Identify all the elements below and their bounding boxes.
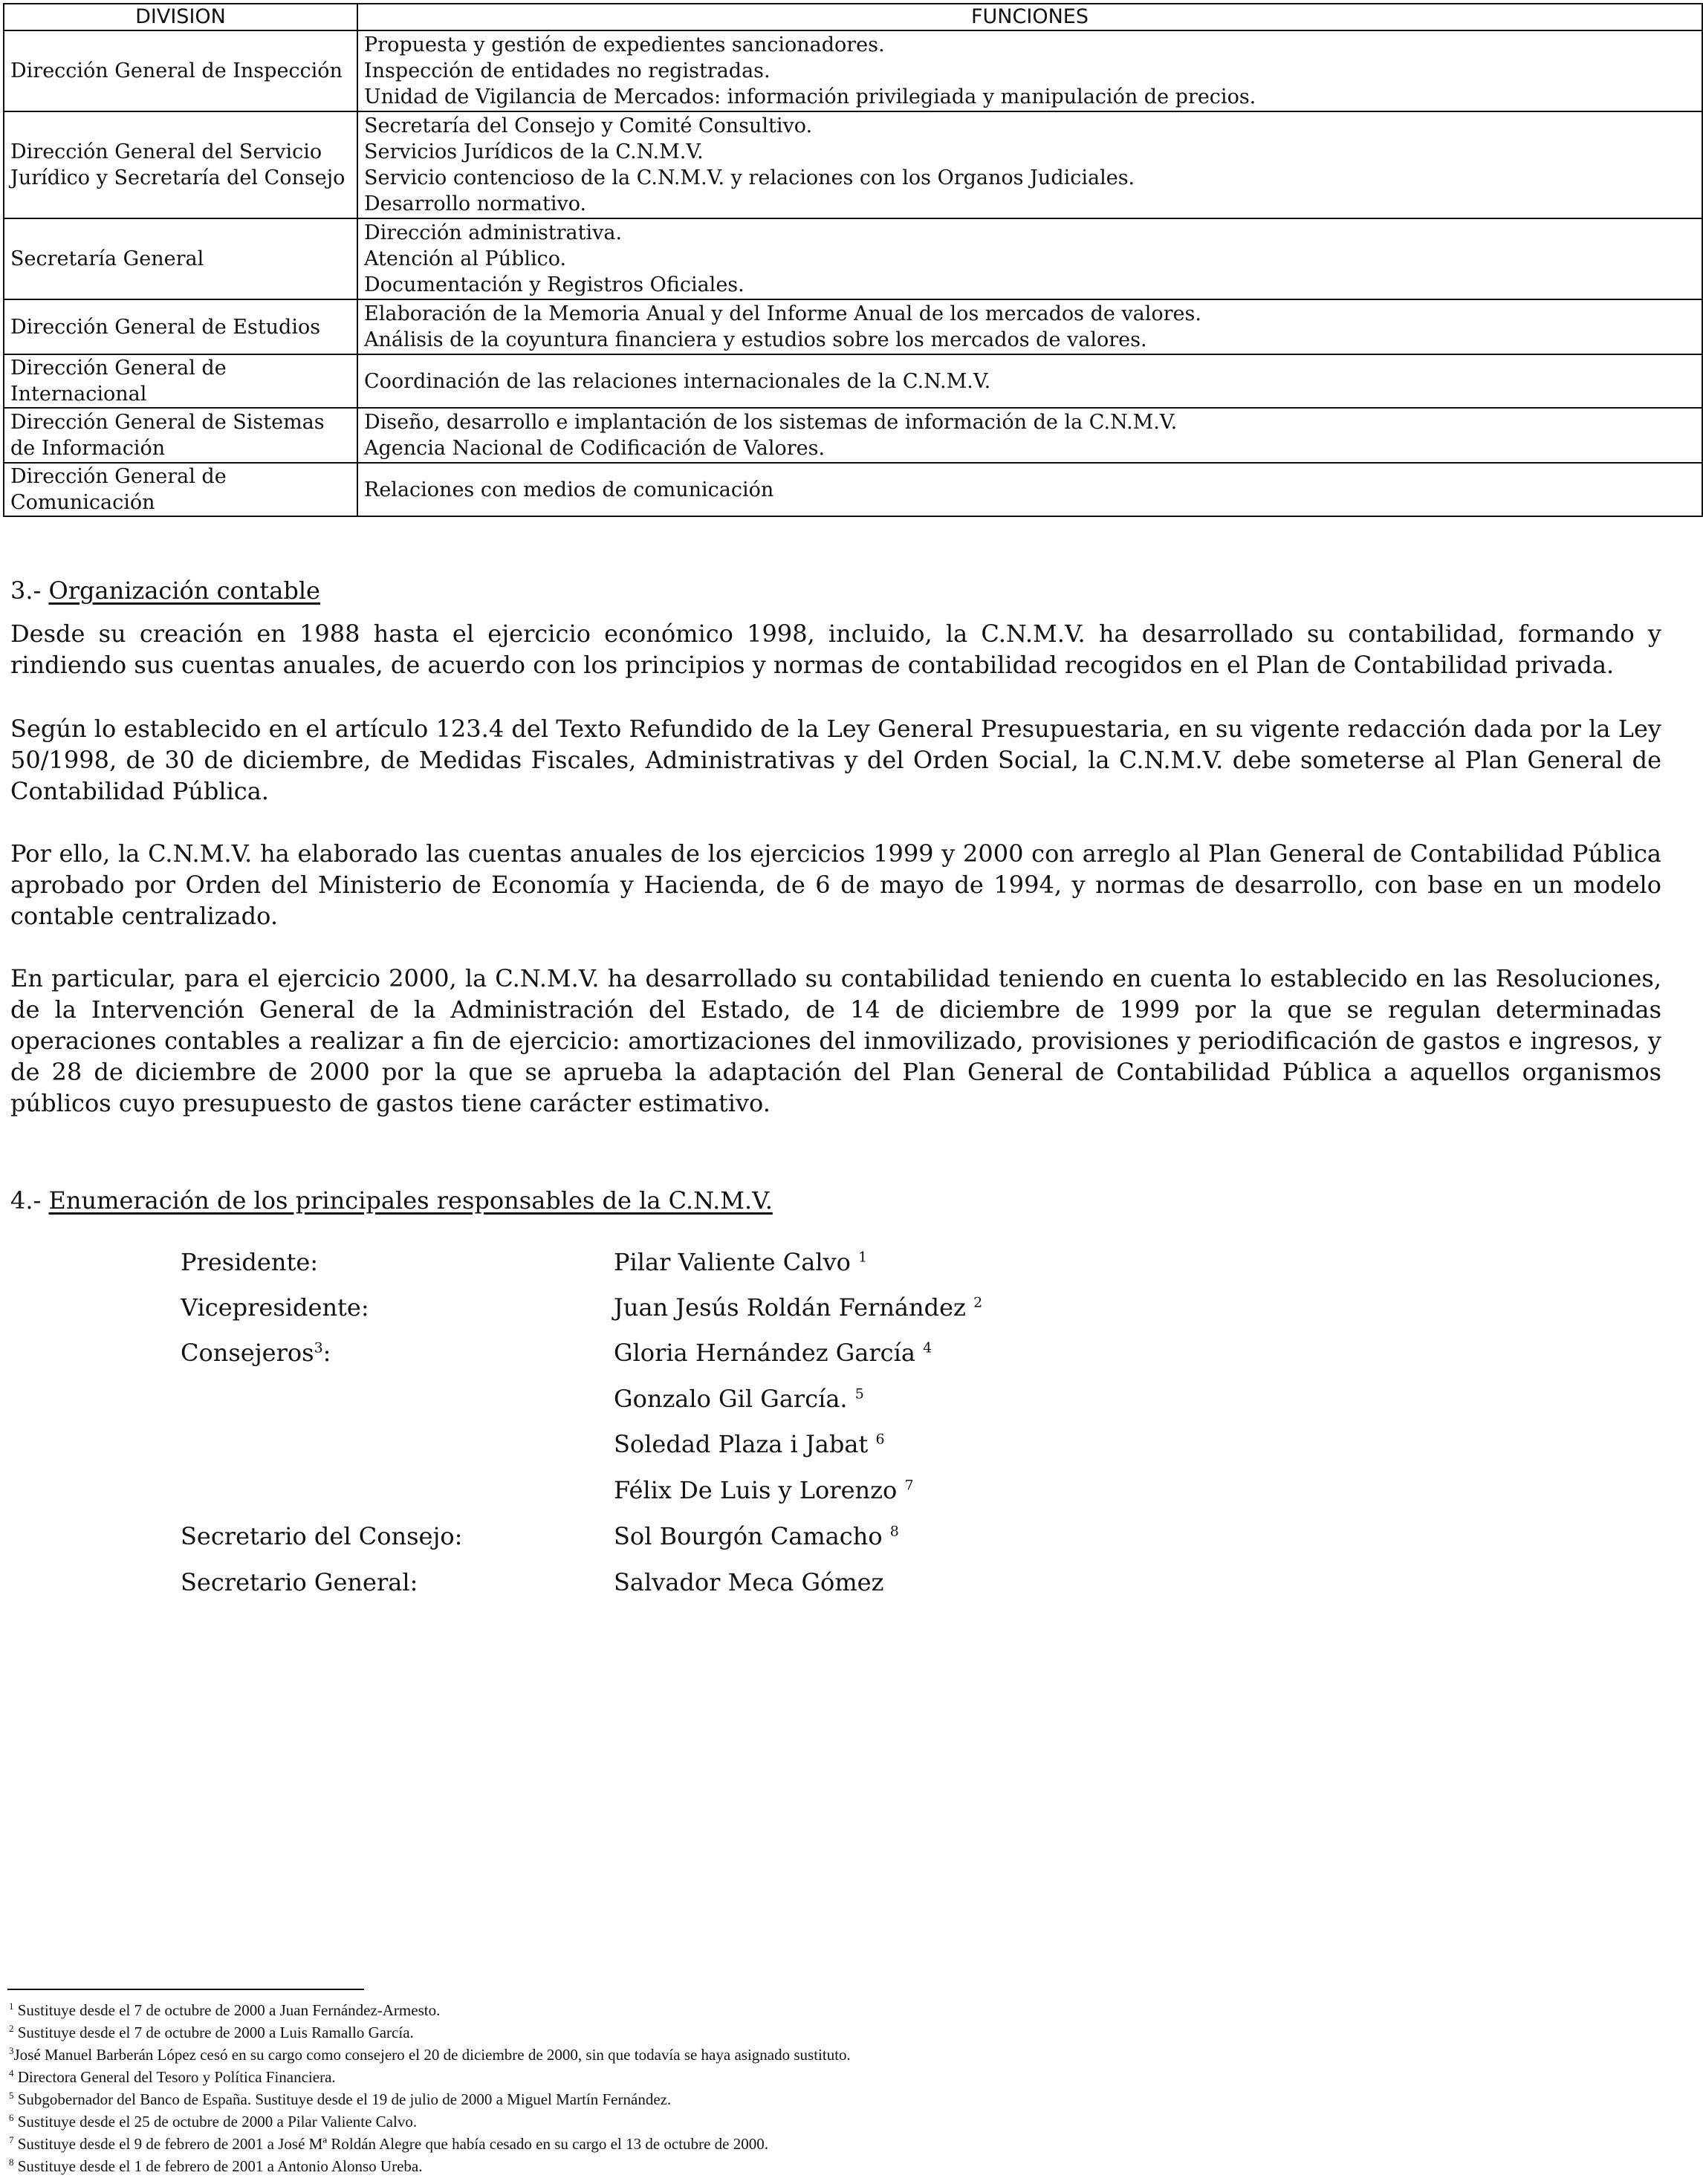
division-cell: Dirección General de Internacional [4, 354, 357, 408]
function-line: Documentación y Registros Oficiales. [364, 273, 745, 296]
footnote [9, 2068, 336, 2086]
footnote [9, 2024, 414, 2041]
person-name [614, 1247, 867, 1277]
footnote-ref: 8 [889, 1523, 899, 1540]
footnote-text: Directora General del Tesoro y Política Financiera. [13, 2068, 336, 2086]
paragraph: En particular, para el ejercicio 2000, la C.N.M.V. ha desarrollado su contabilidad teniendo en cuenta lo establecido en las Resoluciones, de la Intervención General de la Administración del Estado, de 14 de diciembre de 1999 por la que se regulan determinadas operaciones contables a realizar a fin de ejercicio: amortizaciones del inmovilizado, provisiones y periodificación de gastos e ingresos, y de 28 de diciembre de 2000 por la que se aprueba la adaptación del Plan General de Contabilidad Pública a aquellos organismos públicos cuyo presupuesto de gastos tiene carácter estimativo. [10, 964, 1661, 1117]
function-line: Relaciones con medios de comunicación [364, 478, 774, 501]
function-line: Análisis de la coyuntura financiera y estudios sobre los mercados de valores. [364, 328, 1147, 351]
paragraph: Por ello, la C.N.M.V. ha elaborado las cuentas anuales de los ejercicios 1999 y 2000 con arreglo al Plan General de Contabilidad Pública aprobado por Orden del Ministerio de Economía y Hacienda, de 6 de mayo de 1994, y normas de desarrollo, con base en un modelo contable centralizado. [10, 839, 1661, 930]
funciones-cell [357, 111, 1702, 218]
table-row [4, 30, 1702, 111]
table-row [4, 299, 1702, 354]
person-name-text: Salvador Meca Gómez [614, 1568, 884, 1596]
footnote-ref: 6 [875, 1431, 885, 1448]
paragraph: Según lo establecido en el artículo 123.4 del Texto Refundido de la Ley General Presupuestaria, en su vigente redacción dada por la Ley 50/1998, de 30 de diciembre, de Medidas Fiscales, Administrativas y del Orden Social, la C.N.M.V. debe someterse al Plan General de Contabilidad Pública. [10, 715, 1661, 805]
division-column-header: DIVISION [4, 4, 357, 30]
function-line: Propuesta y gestión de expedientes sancionadores. [364, 33, 885, 56]
person-name-text: Sol Bourgón Camacho [614, 1522, 890, 1550]
footnote-ref: 3 [314, 1339, 323, 1356]
footnote-mark: 3 [9, 2045, 14, 2056]
person-name-text: Félix De Luis y Lorenzo [614, 1476, 905, 1504]
footnote [9, 2113, 417, 2131]
person-name-text: Gonzalo Gil García. [614, 1385, 855, 1413]
footnote-text: Sustituye desde el 7 de octubre de 2000 a Juan Fernández-Armesto. [13, 2001, 441, 2019]
role-consejeros-colon: : [322, 1339, 331, 1367]
function-line: Inspección de entidades no registradas. [364, 59, 771, 82]
role-secretario-general: Secretario General: [181, 1568, 418, 1596]
function-line: Elaboración de la Memoria Anual y del Informe Anual de los mercados de valores. [364, 302, 1201, 325]
section-4-title: Enumeración de los principales responsables de la C.N.M.V. [48, 1186, 773, 1215]
division-cell: Dirección General de Sistemas de Información [4, 408, 357, 463]
division-cell: Secretaría General [4, 218, 357, 299]
footnote-ref: 4 [923, 1339, 932, 1356]
footnote [9, 2135, 768, 2153]
table-row [4, 111, 1702, 218]
footnote-ref: 7 [904, 1477, 914, 1494]
person-name-text: Soledad Plaza i Jabat [614, 1430, 876, 1458]
function-line: Agencia Nacional de Codificación de Valores. [364, 437, 825, 460]
person-name-text: Gloria Hernández García [614, 1339, 924, 1367]
divisions-table [3, 3, 1703, 517]
footnote-mark: 1 [9, 2001, 14, 2012]
role-consejeros [181, 1338, 331, 1368]
table-row [4, 463, 1702, 516]
footnote-text: José Manuel Barberán López cesó en su cargo como consejero el 20 de diciembre de 2000, sin que todavía se haya asignado sustituto. [13, 2046, 851, 2064]
person-name [614, 1293, 982, 1322]
footnote-mark: 7 [9, 2134, 14, 2145]
funciones-column-header: FUNCIONES [357, 4, 1702, 30]
person-name [614, 1429, 885, 1459]
footnote [9, 2090, 671, 2108]
footnote-text: Sustituye desde el 7 de octubre de 2000 a Luis Ramallo García. [13, 2024, 414, 2041]
footnote-mark: 5 [9, 2090, 14, 2101]
function-line: Unidad de Vigilancia de Mercados: información privilegiada y manipulación de precios. [364, 85, 1256, 108]
footnote-text: Sustituye desde el 25 de octubre de 2000 a Pilar Valiente Calvo. [13, 2113, 418, 2131]
role-vicepresidente: Vicepresidente: [181, 1293, 369, 1322]
function-line: Dirección administrativa. [364, 221, 623, 244]
function-line: Servicios Jurídicos de la C.N.M.V. [364, 140, 704, 163]
function-line: Desarrollo normativo. [364, 192, 587, 215]
footnote [9, 2157, 422, 2175]
footnote-text: Subgobernador del Banco de España. Sustituye desde el 19 de julio de 2000 a Miguel Martín Fernández. [13, 2090, 672, 2108]
function-line: Atención al Público. [364, 247, 567, 270]
function-line: Servicio contencioso de la C.N.M.V. y relaciones con los Organos Judiciales. [364, 166, 1135, 189]
footnote-text: Sustituye desde el 9 de febrero de 2001 a José Mª Roldán Alegre que había cesado en su cargo el 13 de octubre de 2000. [13, 2135, 768, 2153]
person-name [614, 1521, 899, 1551]
footnote [9, 2046, 851, 2064]
role-consejeros-label: Consejeros [181, 1339, 314, 1367]
section-3-number: 3.- [10, 576, 49, 605]
division-cell: Dirección General de Inspección [4, 30, 357, 111]
function-line: Secretaría del Consejo y Comité Consultivo. [364, 114, 813, 137]
funciones-cell [357, 299, 1702, 354]
table-header-row [4, 4, 1702, 30]
division-cell: Dirección General de Estudios [4, 299, 357, 354]
table-row [4, 218, 1702, 299]
table-row [4, 408, 1702, 463]
footnote-mark: 2 [9, 2023, 14, 2034]
person-name [614, 1338, 932, 1368]
role-secretario-consejo: Secretario del Consejo: [181, 1522, 463, 1550]
footnote-mark: 6 [9, 2112, 14, 2123]
funciones-cell [357, 218, 1702, 299]
funciones-cell [357, 408, 1702, 463]
person-name [614, 1475, 914, 1505]
footnote-ref: 1 [858, 1249, 868, 1266]
footnote-mark: 8 [9, 2157, 14, 2168]
funciones-cell [357, 463, 1702, 516]
footnote-text: Sustituye desde el 1 de febrero de 2001 a Antonio Alonso Ureba. [13, 2157, 423, 2175]
person-name [614, 1384, 864, 1414]
section-3-heading [10, 576, 320, 605]
table-row [4, 354, 1702, 408]
paragraph: Desde su creación en 1988 hasta el ejercicio económico 1998, incluido, la C.N.M.V. ha desarrollado su contabilidad, formando y rindiendo sus cuentas anuales, de acuerdo con los principios y normas de contabilidad recogidos en el Plan de Contabilidad privada. [10, 620, 1661, 679]
section-4-heading [10, 1186, 773, 1215]
function-line: Diseño, desarrollo e implantación de los sistemas de información de la C.N.M.V. [364, 411, 1178, 434]
footnote-separator [7, 1989, 364, 1990]
division-cell: Dirección General del Servicio Jurídico y Secretaría del Consejo [4, 111, 357, 218]
function-line: Coordinación de las relaciones internacionales de la C.N.M.V. [364, 369, 991, 393]
footnote-ref: 2 [973, 1294, 983, 1311]
footnote-ref: 5 [854, 1385, 864, 1403]
role-presidente: Presidente: [181, 1248, 319, 1276]
footnote-mark: 4 [9, 2067, 14, 2079]
section-4-number: 4.- [10, 1186, 49, 1215]
funciones-cell [357, 30, 1702, 111]
section-3-title: Organización contable [48, 576, 320, 605]
footnote [9, 2001, 440, 2019]
person-name-text: Pilar Valiente Calvo [614, 1248, 859, 1276]
funciones-cell [357, 354, 1702, 408]
division-cell: Dirección General de Comunicación [4, 463, 357, 516]
person-name-text: Juan Jesús Roldán Fernández [614, 1293, 974, 1322]
person-name [614, 1567, 883, 1597]
